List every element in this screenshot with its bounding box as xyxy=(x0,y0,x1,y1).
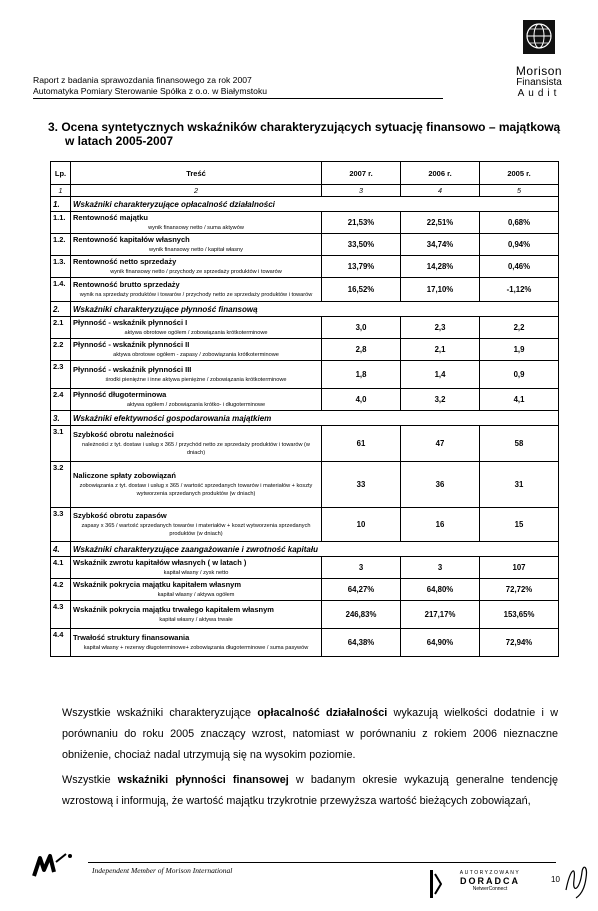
row-lp: 2.2 xyxy=(51,339,71,361)
row-content xyxy=(71,361,322,389)
indicator-formula: kapitał własny / aktywa ogółem xyxy=(157,592,235,598)
indicator-name: Płynność - wskaźnik płynności I xyxy=(73,318,188,327)
value-2006: 22,51% xyxy=(401,212,480,234)
indicator-name: Naliczone spłaty zobowiązań xyxy=(73,471,176,480)
table-row xyxy=(51,361,559,389)
value-2007: 33,50% xyxy=(322,234,401,256)
value-2007: 3 xyxy=(322,557,401,579)
col-number: 5 xyxy=(480,185,559,197)
section-lp: 2. xyxy=(51,302,71,317)
paragraph-bold: opłacalność działalności xyxy=(257,707,388,719)
table-row xyxy=(51,557,559,579)
paragraph-text: Wszystkie xyxy=(62,774,118,786)
table-row xyxy=(51,212,559,234)
value-2007: 64,27% xyxy=(322,579,401,601)
value-2007: 21,53% xyxy=(322,212,401,234)
indicator-name: Rentowność majątku xyxy=(73,213,149,222)
col-number: 4 xyxy=(401,185,480,197)
row-lp: 4.3 xyxy=(51,601,71,629)
row-lp: 1.1. xyxy=(51,212,71,234)
badge-sub-text: NetwerConnect xyxy=(472,886,508,892)
col-number: 2 xyxy=(71,185,322,197)
header-line-1: Raport z badania sprawozdania finansowego za rok 2007 xyxy=(33,75,252,85)
table-row xyxy=(51,629,559,657)
indicator-name: Płynność - wskaźnik płynności II xyxy=(73,340,190,349)
indicator-name: Rentowność brutto sprzedaży xyxy=(73,280,180,289)
value-2006: 64,90% xyxy=(401,629,480,657)
header-line-2: Automatyka Pomiary Sterowanie Spółka z o.o. w Białymstoku xyxy=(33,86,268,96)
row-content xyxy=(71,234,322,256)
section-title-cell: Wskaźniki efektywności gospodarowania majątkiem xyxy=(71,411,559,426)
value-2007: 16,52% xyxy=(322,278,401,302)
value-2006: 34,74% xyxy=(401,234,480,256)
value-2007: 4,0 xyxy=(322,389,401,411)
paragraph-liquidity xyxy=(62,770,558,812)
indicator-name: Wskaźnik zwrotu kapitałów własnych ( w latach ) xyxy=(73,558,247,567)
value-2005: -1,12% xyxy=(480,278,559,302)
indicator-formula: zobowiązania z tyt. dostaw i usług x 365 / wartość sprzedanych towarów i materiałów + koszty wytworzenia sprzedanych produktów (w dniach) xyxy=(79,483,313,497)
value-2007: 246,83% xyxy=(322,601,401,629)
value-2006: 16 xyxy=(401,508,480,542)
logo-line-3: Audit xyxy=(517,88,561,99)
value-2007: 2,8 xyxy=(322,339,401,361)
table-row xyxy=(51,339,559,361)
footer-divider xyxy=(88,862,556,863)
indicator-formula: aktywa obrotowe ogółem - zapasy / zobowiązania krótkoterminowe xyxy=(113,352,279,358)
indicator-formula: środki pieniężne i inne aktywa pieniężne / zobowiązania krótkoterminowe xyxy=(105,377,287,383)
badge-bracket-icon xyxy=(430,870,442,898)
indicator-formula: należności z tyt. dostaw i usług x 365 / przychód netto ze sprzedaży produktów i towarów (w dniach) xyxy=(82,442,310,456)
value-2006: 47 xyxy=(401,426,480,462)
value-2006: 3 xyxy=(401,557,480,579)
table-row xyxy=(51,317,559,339)
row-content xyxy=(71,579,322,601)
row-content xyxy=(71,212,322,234)
page-number: 10 xyxy=(551,875,560,884)
indicators-table xyxy=(50,161,559,657)
badge-main-text: DORADCA xyxy=(460,876,520,886)
value-2005: 58 xyxy=(480,426,559,462)
authorized-advisor-badge xyxy=(440,870,540,892)
value-2005: 31 xyxy=(480,462,559,508)
indicator-formula: wynik finansowy netto / przychody ze sprzedaży produktów i towarów xyxy=(110,269,282,275)
indicator-formula: kapitał własny / zysk netto xyxy=(163,570,229,576)
value-2007: 61 xyxy=(322,426,401,462)
badge-top-text: AUTORYZOWANY xyxy=(459,870,521,876)
row-lp: 1.4. xyxy=(51,278,71,302)
col-header-lp: Lp. xyxy=(51,162,71,185)
row-lp: 1.3. xyxy=(51,256,71,278)
indicator-name: Wskaźnik pokrycia majątku trwałego kapitałem własnym xyxy=(73,605,274,614)
col-header-2006: 2006 r. xyxy=(401,162,480,185)
table-row xyxy=(51,601,559,629)
indicator-name: Szybkość obrotu zapasów xyxy=(73,511,167,520)
section-title-cell: Wskaźniki charakteryzujące zaangażowanie i zwrotność kapitału xyxy=(71,542,559,557)
section-row xyxy=(51,197,559,212)
indicator-name: Trwałość struktury finansowania xyxy=(73,633,190,642)
value-2006: 36 xyxy=(401,462,480,508)
col-number: 3 xyxy=(322,185,401,197)
row-lp: 4.4 xyxy=(51,629,71,657)
col-number: 1 xyxy=(51,185,71,197)
indicator-formula: wynik finansowy netto / kapitał własny xyxy=(149,247,243,253)
value-2006: 14,28% xyxy=(401,256,480,278)
col-header-2005: 2005 r. xyxy=(480,162,559,185)
value-2005: 15 xyxy=(480,508,559,542)
row-lp: 2.3 xyxy=(51,361,71,389)
paragraph-text: w badanym okresie wykazują generalne tendencję wzrostową i informują, że wartość majątku trzykrotnie przewyższa wartość bieżących zobowiązań, xyxy=(62,774,558,807)
globe-logo-icon xyxy=(519,18,559,58)
column-numbers-row xyxy=(51,185,559,197)
value-2007: 10 xyxy=(322,508,401,542)
header-divider xyxy=(33,98,443,99)
indicator-formula: kapitał własny / aktywa trwałe xyxy=(159,617,233,623)
row-content xyxy=(71,339,322,361)
row-lp: 3.2 xyxy=(51,462,71,508)
value-2005: 153,65% xyxy=(480,601,559,629)
row-content xyxy=(71,389,322,411)
paragraph-profitability xyxy=(62,703,558,766)
row-content xyxy=(71,426,322,462)
row-lp: 2.1 xyxy=(51,317,71,339)
value-2005: 0,9 xyxy=(480,361,559,389)
footer-member-text: Independent Member of Morison International xyxy=(92,866,233,875)
value-2006: 17,10% xyxy=(401,278,480,302)
row-content xyxy=(71,462,322,508)
value-2006: 1,4 xyxy=(401,361,480,389)
table-row xyxy=(51,579,559,601)
value-2006: 3,2 xyxy=(401,389,480,411)
table-header-row xyxy=(51,162,559,185)
section-row xyxy=(51,542,559,557)
section-title-line-1: 3. Ocena syntetycznych wskaźników charakteryzujących sytuację finansowo – majątkową xyxy=(48,120,561,134)
table-row xyxy=(51,278,559,302)
section-row xyxy=(51,302,559,317)
col-header-2007: 2007 r. xyxy=(322,162,401,185)
row-content xyxy=(71,601,322,629)
value-2005: 4,1 xyxy=(480,389,559,411)
row-content xyxy=(71,557,322,579)
table-body xyxy=(51,197,559,657)
logo-line-2: Finansista xyxy=(516,77,562,88)
row-content xyxy=(71,256,322,278)
col-header-tresc: Treść xyxy=(71,162,322,185)
value-2005: 72,72% xyxy=(480,579,559,601)
indicator-name: Rentowność kapitałów własnych xyxy=(73,235,190,244)
section-lp: 3. xyxy=(51,411,71,426)
value-2006: 2,1 xyxy=(401,339,480,361)
section-lp: 1. xyxy=(51,197,71,212)
section-title-cell: Wskaźniki charakteryzujące płynność finansową xyxy=(71,302,559,317)
value-2006: 217,17% xyxy=(401,601,480,629)
row-content xyxy=(71,278,322,302)
row-lp: 2.4 xyxy=(51,389,71,411)
morison-international-logo-icon xyxy=(30,848,78,880)
indicator-name: Płynność długoterminowa xyxy=(73,390,167,399)
value-2007: 1,8 xyxy=(322,361,401,389)
value-2006: 64,80% xyxy=(401,579,480,601)
report-header xyxy=(33,75,267,97)
indicator-formula: zapasy x 365 / wartość sprzedanych towarów i materiałów + koszt wytworzenia sprzedanych produktów (w dniach) xyxy=(81,523,311,537)
section-title xyxy=(48,120,568,148)
value-2007: 3,0 xyxy=(322,317,401,339)
row-content xyxy=(71,317,322,339)
table-row xyxy=(51,508,559,542)
paragraph-text: Wszystkie wskaźniki charakteryzujące xyxy=(62,707,258,719)
table-row xyxy=(51,389,559,411)
indicator-name: Szybkość obrotu należności xyxy=(73,430,174,439)
table-row xyxy=(51,234,559,256)
row-lp: 3.1 xyxy=(51,426,71,462)
table-row xyxy=(51,426,559,462)
row-content xyxy=(71,629,322,657)
value-2007: 64,38% xyxy=(322,629,401,657)
logo-line-1: Morison xyxy=(515,64,563,78)
table-row xyxy=(51,462,559,508)
table-row xyxy=(51,256,559,278)
indicator-formula: wynik na sprzedaży produktów i towarów / przychody netto ze sprzedaży produktów i towarów xyxy=(79,292,313,298)
value-2005: 0,94% xyxy=(480,234,559,256)
row-content xyxy=(71,508,322,542)
paragraph-bold: wskaźniki płynności finansowej xyxy=(117,774,289,786)
morison-logo xyxy=(500,18,578,99)
value-2007: 13,79% xyxy=(322,256,401,278)
section-title-cell: Wskaźniki charakteryzujące opłacalność działalności xyxy=(71,197,559,212)
paragraph-text: wykazują wielkości dodatnie i w porównaniu do roku 2005 znaczący wzrost, natomiast w porównaniu z rokiem 2006 nieznaczne obniżenie, chociaż nadal utrzymują się na wysokim poziomie. xyxy=(62,707,559,761)
value-2005: 2,2 xyxy=(480,317,559,339)
value-2005: 72,94% xyxy=(480,629,559,657)
indicator-formula: aktywa obrotowe ogółem / zobowiązania krótkoterminowe xyxy=(124,330,268,336)
row-lp: 4.2 xyxy=(51,579,71,601)
section-title-line-2: w latach 2005-2007 xyxy=(65,134,174,148)
value-2005: 1,9 xyxy=(480,339,559,361)
indicator-formula: wynik finansowy netto / suma aktywów xyxy=(148,225,244,231)
value-2005: 107 xyxy=(480,557,559,579)
value-2007: 33 xyxy=(322,462,401,508)
indicator-name: Płynność - wskaźnik płynności III xyxy=(73,365,192,374)
section-row xyxy=(51,411,559,426)
row-lp: 4.1 xyxy=(51,557,71,579)
value-2006: 2,3 xyxy=(401,317,480,339)
value-2005: 0,46% xyxy=(480,256,559,278)
indicator-formula: kapitał własny + rezerwy długoterminowe+ zobowiązania długoterminowe / suma pasywów xyxy=(83,645,309,651)
value-2005: 0,68% xyxy=(480,212,559,234)
signature-icon xyxy=(562,860,592,900)
row-lp: 3.3 xyxy=(51,508,71,542)
section-lp: 4. xyxy=(51,542,71,557)
indicator-name: Wskaźnik pokrycia majątku kapitałem własnym xyxy=(73,580,241,589)
indicator-name: Rentowność netto sprzedaży xyxy=(73,257,177,266)
indicator-formula: aktywa ogółem / zobowiązania krótko- i długoterminowe xyxy=(126,402,266,408)
row-lp: 1.2. xyxy=(51,234,71,256)
